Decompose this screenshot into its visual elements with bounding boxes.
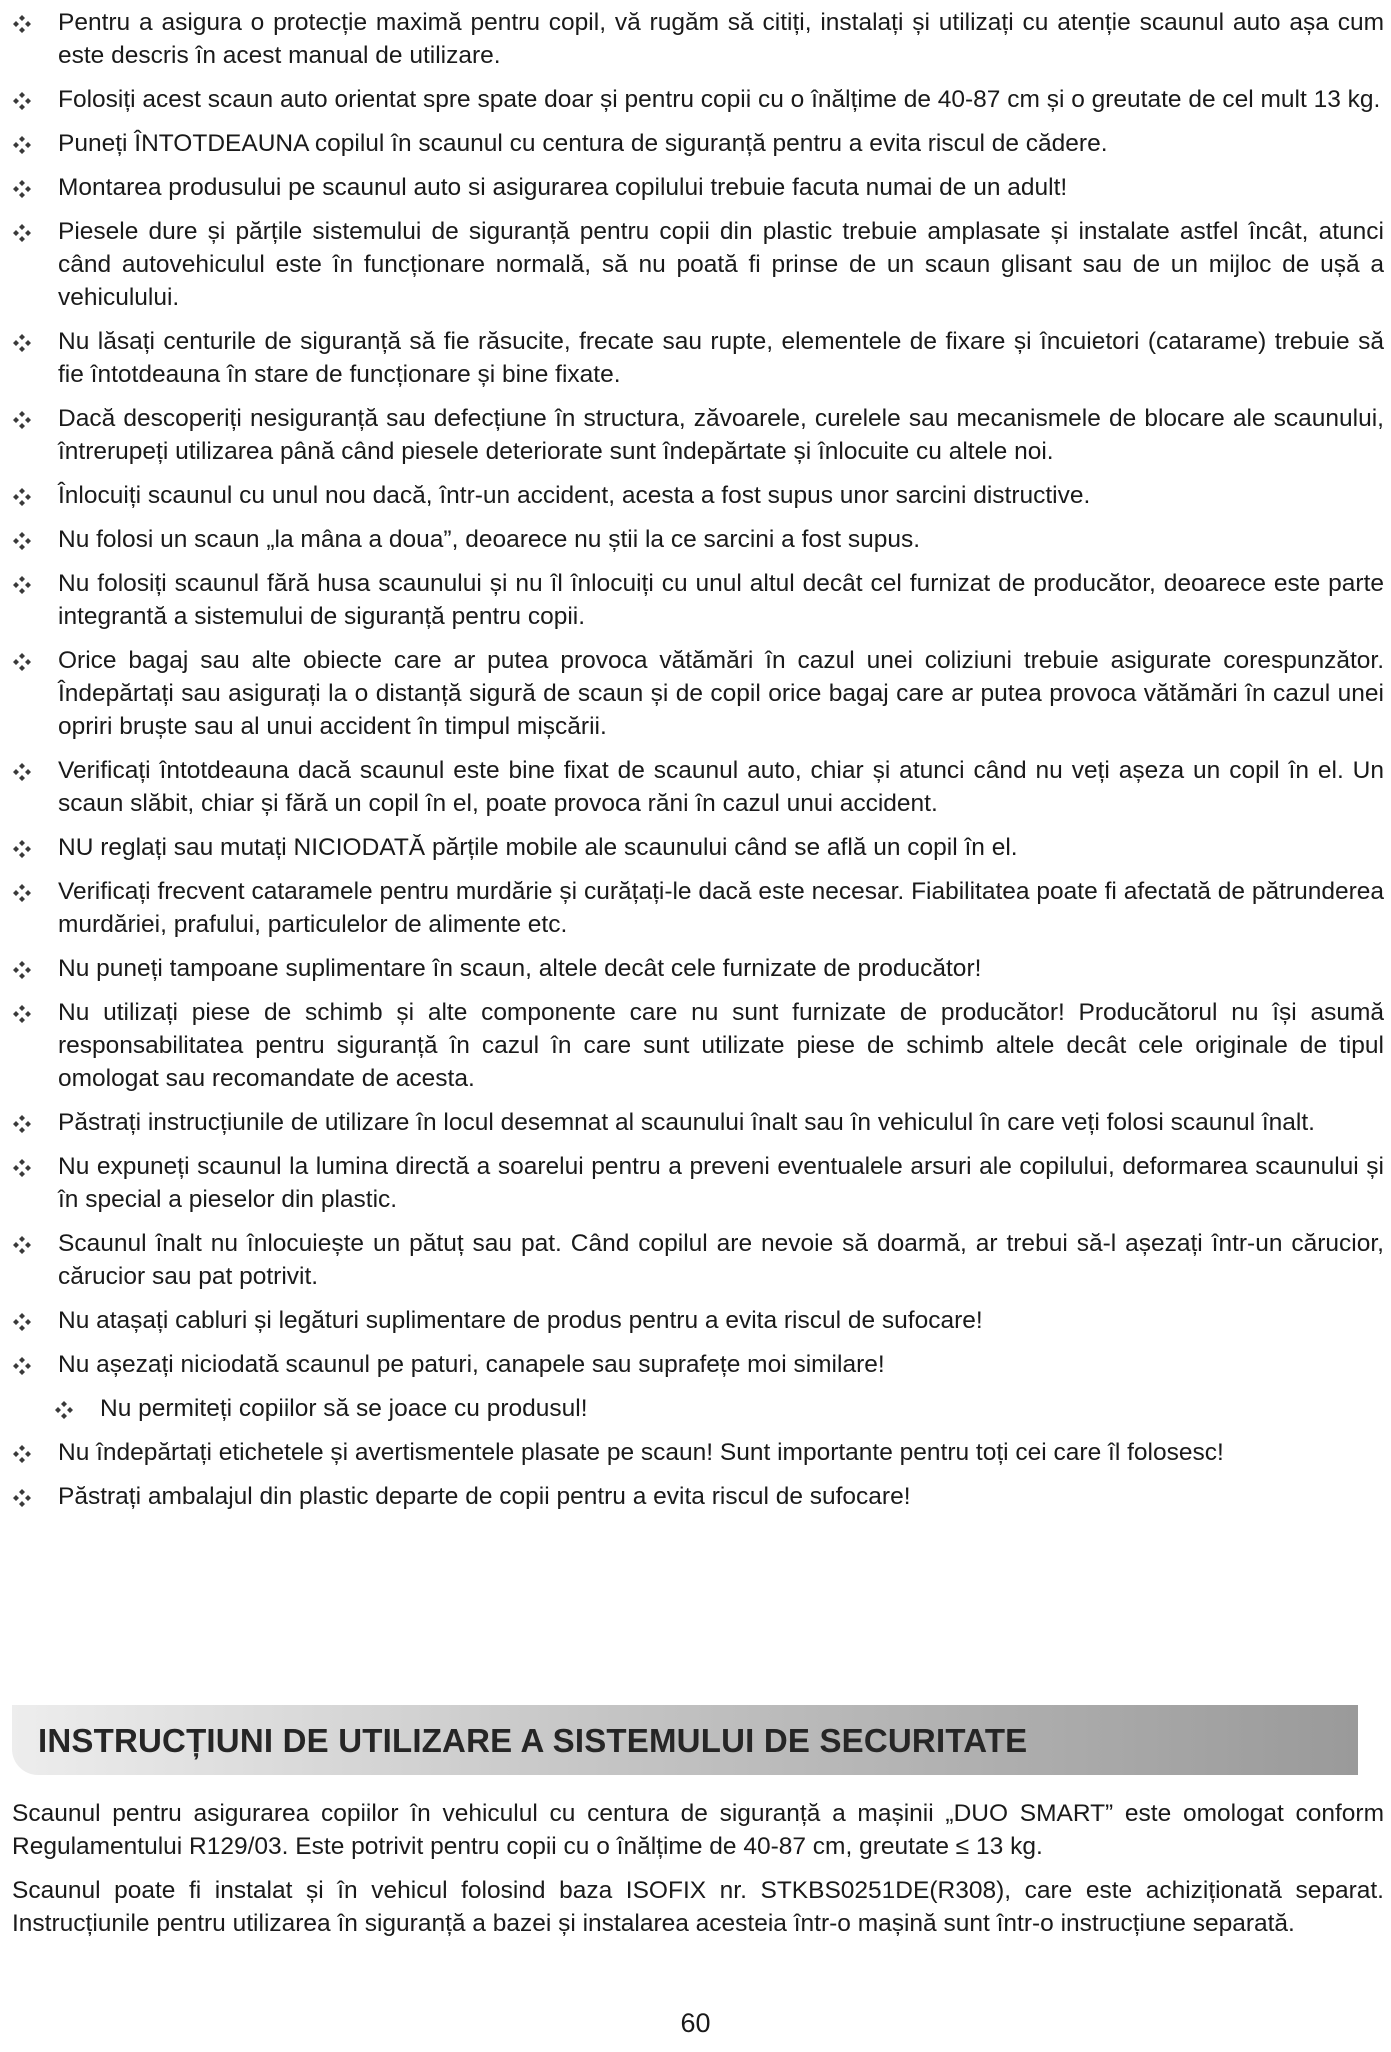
list-item bbox=[12, 6, 1384, 72]
list-item bbox=[12, 567, 1384, 633]
four-diamond-bullet-icon bbox=[12, 1312, 32, 1332]
list-item bbox=[12, 1436, 1384, 1469]
bullet-text: Nu puneți tampoane suplimentare în scaun, altele decât cele furnizate de producător! bbox=[58, 955, 982, 982]
bullet-text: NU reglați sau mutați NICIODATĂ părțile mobile ale scaunului când se află un copil în el. bbox=[58, 834, 1018, 861]
list-item bbox=[12, 644, 1384, 743]
four-diamond-bullet-icon bbox=[12, 1356, 32, 1376]
four-diamond-bullet-icon bbox=[12, 179, 32, 199]
four-diamond-bullet-icon bbox=[12, 333, 32, 353]
bullet-text: Nu îndepărtați etichetele și avertismentele plasate pe scaun! Sunt importante pentru toți cei care îl folosesc! bbox=[58, 1439, 1224, 1466]
four-diamond-bullet-icon bbox=[12, 762, 32, 782]
bullet-text: Nu utilizați piese de schimb și alte componente care nu sunt furnizate de producător! Producătorul nu își asumă responsabilitatea pentru siguranță în cazul în care sunt utilizate piese de schimb altele decât cele originale de tipul omologat sau recomandate de acesta. bbox=[58, 999, 1384, 1092]
bullet-text: Scaunul înalt nu înlocuiește un pătuț sau pat. Când copilul are nevoie să doarmă, ar trebui să-l așezați într-un cărucior, cărucior sau pat potrivit. bbox=[58, 1230, 1384, 1290]
paragraph: Scaunul pentru asigurarea copiilor în vehiculul cu centura de siguranță a mașinii „DUO SMART” este omologat conform Regulamentului R129/03. Este potrivit pentru copii cu o înălțime de 40-87 cm, greutate ≤ 13 kg. bbox=[12, 1800, 1384, 1860]
four-diamond-bullet-icon bbox=[12, 652, 32, 672]
safety-warnings-list bbox=[12, 6, 1384, 1524]
list-item bbox=[12, 402, 1384, 468]
bullet-text: Nu permiteți copiilor să se joace cu produsul! bbox=[100, 1395, 588, 1422]
four-diamond-bullet-icon bbox=[12, 1235, 32, 1255]
four-diamond-bullet-icon bbox=[12, 839, 32, 859]
bullet-text: Folosiți acest scaun auto orientat spre spate doar și pentru copii cu o înălțime de 40-87 cm și o greutate de cel mult 13 kg. bbox=[58, 86, 1381, 113]
list-item bbox=[12, 1348, 1384, 1381]
four-diamond-bullet-icon bbox=[12, 1004, 32, 1024]
list-item bbox=[12, 215, 1384, 314]
bullet-text: Piesele dure și părțile sistemului de siguranță pentru copii din plastic trebuie amplasate și instalate astfel încât, atunci când autovehiculul este în funcționare normală, să nu poată fi prinse de un scaun glisant sau de un mijloc de ușă a vehiculului. bbox=[58, 218, 1384, 311]
bullet-text: Pentru a asigura o protecție maximă pentru copil, vă rugăm să citiți, instalați și utilizați cu atenție scaunul auto așa cum este descris în acest manual de utilizare. bbox=[58, 9, 1384, 69]
list-item bbox=[12, 996, 1384, 1095]
list-item bbox=[12, 1106, 1384, 1139]
list-item bbox=[12, 875, 1384, 941]
four-diamond-bullet-icon bbox=[12, 91, 32, 111]
four-diamond-bullet-icon bbox=[12, 575, 32, 595]
section-header bbox=[12, 1705, 1358, 1775]
four-diamond-bullet-icon bbox=[12, 135, 32, 155]
bullet-text: Verificați frecvent cataramele pentru murdărie și curățați-le dacă este necesar. Fiabilitatea poate fi afectată de pătrunderea murdăriei, prafului, particulelor de alimente etc. bbox=[58, 878, 1384, 938]
list-item bbox=[12, 831, 1384, 864]
page-number: 60 bbox=[680, 2008, 711, 2038]
bullet-text: Dacă descoperiți nesiguranță sau defecțiune în structura, zăvoarele, curelele sau mecanismele de blocare ale scaunului, întrerupeți utilizarea până când piesele deteriorate sunt îndepărtate și înlocuite cu altele noi. bbox=[58, 405, 1384, 465]
four-diamond-bullet-icon bbox=[12, 1114, 32, 1134]
bullet-text: Verificați întotdeauna dacă scaunul este bine fixat de scaunul auto, chiar și atunci când nu veți așeza un copil în el. Un scaun slăbit, chiar și fără un copil în el, poate provoca răni în cazul unui accident. bbox=[58, 757, 1384, 817]
list-item bbox=[12, 1480, 1384, 1513]
list-item bbox=[54, 1392, 1384, 1425]
list-item bbox=[12, 1304, 1384, 1337]
list-item bbox=[12, 523, 1384, 556]
bullet-text: Orice bagaj sau alte obiecte care ar putea provoca vătămări în cazul unei coliziuni trebuie asigurate corespunzător. Îndepărtați sau asigurați la o distanță sigură de scaun și de copil orice bagaj care ar putea provoca vătămări în cazul unei opriri bruște sau al unui accident în timpul mișcării. bbox=[58, 647, 1384, 740]
bullet-text: Nu atașați cabluri și legături suplimentare de produs pentru a evita riscul de sufocare! bbox=[58, 1307, 983, 1334]
bullet-text: Nu folosiți scaunul fără husa scaunului și nu îl înlocuiți cu unul altul decât cel furnizat de producător, deoarece este parte integrantă a sistemului de siguranță pentru copii. bbox=[58, 570, 1384, 630]
list-item bbox=[12, 754, 1384, 820]
bullet-text: Nu lăsați centurile de siguranță să fie răsucite, frecate sau rupte, elementele de fixare și încuietori (catarame) trebuie să fie întotdeauna în stare de funcționare și bine fixate. bbox=[58, 328, 1384, 388]
four-diamond-bullet-icon bbox=[12, 223, 32, 243]
list-item bbox=[12, 952, 1384, 985]
four-diamond-bullet-icon bbox=[12, 410, 32, 430]
four-diamond-bullet-icon bbox=[12, 1444, 32, 1464]
bullet-text: Montarea produsului pe scaunul auto si asigurarea copilului trebuie facuta numai de un adult! bbox=[58, 174, 1068, 201]
bullet-text: Înlocuiți scaunul cu unul nou dacă, într-un accident, acesta a fost supus unor sarcini distructive. bbox=[58, 482, 1091, 509]
bullet-text: Păstrați ambalajul din plastic departe de copii pentru a evita riscul de sufocare! bbox=[58, 1483, 911, 1510]
four-diamond-bullet-icon bbox=[12, 531, 32, 551]
four-diamond-bullet-icon bbox=[12, 1158, 32, 1178]
list-item bbox=[12, 325, 1384, 391]
list-item bbox=[12, 1150, 1384, 1216]
list-item bbox=[12, 1227, 1384, 1293]
list-item bbox=[12, 83, 1384, 116]
four-diamond-bullet-icon bbox=[12, 14, 32, 34]
list-item bbox=[12, 479, 1384, 512]
bullet-text: Nu expuneți scaunul la lumina directă a soarelui pentru a preveni eventualele arsuri ale copilului, deformarea scaunului și în special a pieselor din plastic. bbox=[58, 1153, 1384, 1213]
bullet-text: Puneți ÎNTOTDEAUNA copilul în scaunul cu centura de siguranță pentru a evita riscul de cădere. bbox=[58, 130, 1108, 157]
bullet-text: Nu așezați niciodată scaunul pe paturi, canapele sau suprafețe moi similare! bbox=[58, 1351, 885, 1378]
list-item bbox=[12, 127, 1384, 160]
four-diamond-bullet-icon bbox=[12, 960, 32, 980]
list-item bbox=[12, 171, 1384, 204]
section-title: INSTRUCȚIUNI DE UTILIZARE A SISTEMULUI DE SECURITATE bbox=[38, 1722, 1028, 1759]
bullet-text: Păstrați instrucțiunile de utilizare în locul desemnat al scaunului înalt sau în vehiculul în care veți folosi scaunul înalt. bbox=[58, 1109, 1315, 1136]
four-diamond-bullet-icon bbox=[12, 1488, 32, 1508]
four-diamond-bullet-icon bbox=[54, 1400, 74, 1420]
four-diamond-bullet-icon bbox=[12, 883, 32, 903]
bullet-text: Nu folosi un scaun „la mâna a doua”, deoarece nu știi la ce sarcini a fost supus. bbox=[58, 526, 921, 553]
section-body bbox=[12, 1797, 1384, 1951]
paragraph: Scaunul poate fi instalat și în vehicul folosind baza ISOFIX nr. STKBS0251DE(R308), care este achiziționată separat. Instrucțiunile pentru utilizarea în siguranță a bazei și instalarea acesteia într-o mașină sunt într-o instrucțiune separată. bbox=[12, 1877, 1384, 1937]
four-diamond-bullet-icon bbox=[12, 487, 32, 507]
